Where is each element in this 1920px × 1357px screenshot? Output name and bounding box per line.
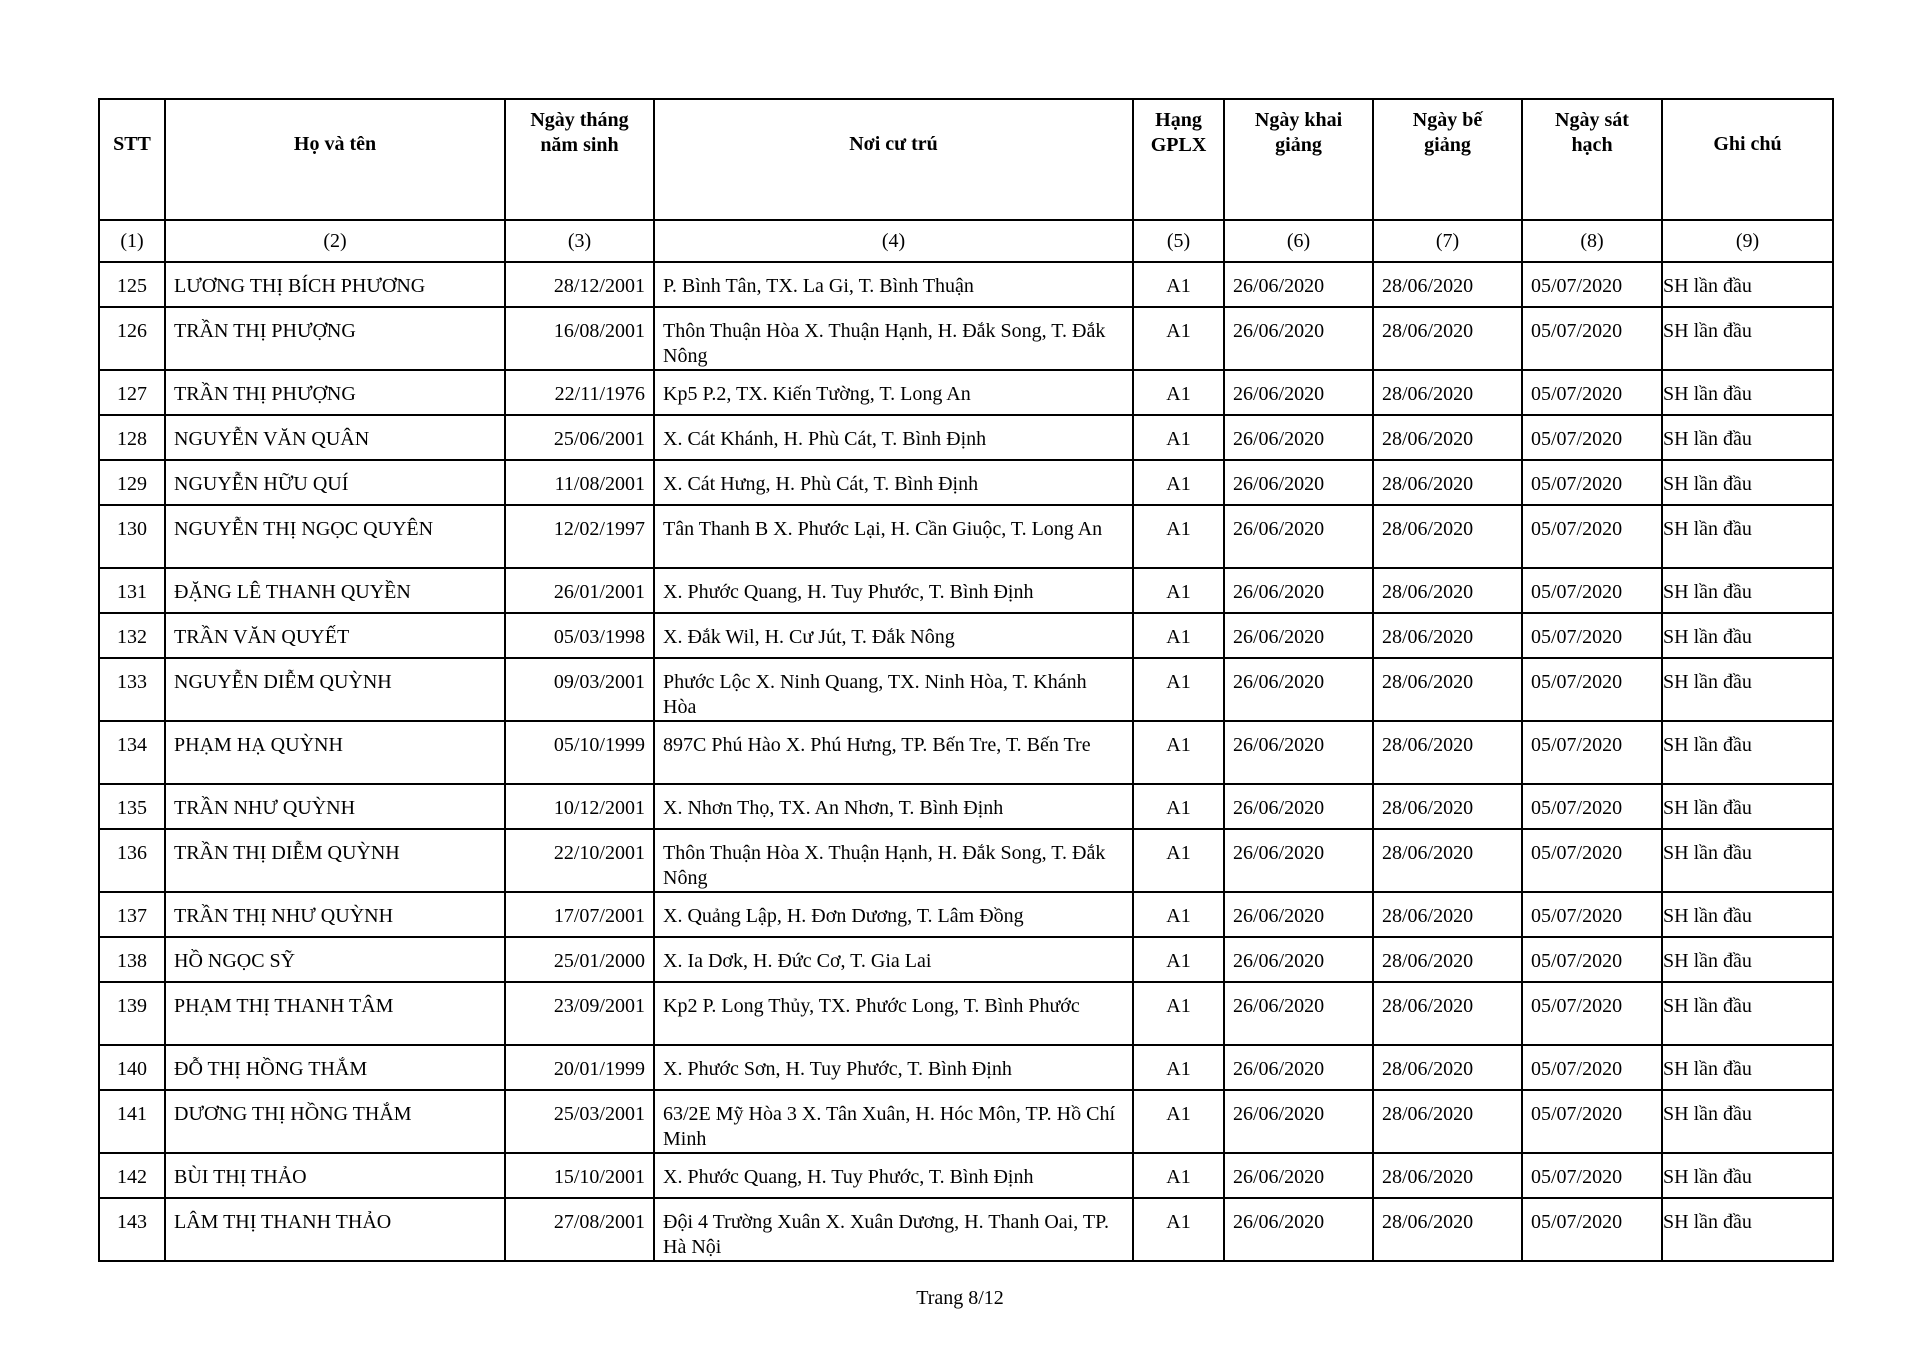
exam-date-cell: 05/07/2020 (1522, 415, 1662, 460)
course-end-cell: 28/06/2020 (1373, 937, 1522, 982)
stt-cell: 134 (99, 721, 165, 784)
license-class-cell: A1 (1133, 982, 1224, 1045)
notes-cell: SH lần đầu (1662, 658, 1833, 721)
table-row (99, 568, 1833, 613)
column-number: (3) (505, 220, 654, 262)
course-end-cell: 28/06/2020 (1373, 568, 1522, 613)
birth-date-cell: 16/08/2001 (505, 307, 654, 370)
exam-date-cell: 05/07/2020 (1522, 892, 1662, 937)
name-cell: TRẦN THỊ DIỄM QUỲNH (165, 829, 505, 892)
name-cell: LƯƠNG THỊ BÍCH PHƯƠNG (165, 262, 505, 307)
license-class-cell: A1 (1133, 370, 1224, 415)
license-class-cell: A1 (1133, 613, 1224, 658)
table-row (99, 784, 1833, 829)
notes-cell: SH lần đầu (1662, 892, 1833, 937)
course-start-cell: 26/06/2020 (1224, 721, 1373, 784)
table-row (99, 307, 1833, 370)
birth-date-cell: 23/09/2001 (505, 982, 654, 1045)
stt-cell: 135 (99, 784, 165, 829)
name-cell: NGUYỄN DIỄM QUỲNH (165, 658, 505, 721)
license-class-cell: A1 (1133, 658, 1224, 721)
course-start-cell: 26/06/2020 (1224, 568, 1373, 613)
stt-cell: 142 (99, 1153, 165, 1198)
license-class-cell: A1 (1133, 1090, 1224, 1153)
header-course-start: Ngày khai giảng (1224, 99, 1373, 220)
name-cell: TRẦN VĂN QUYẾT (165, 613, 505, 658)
birth-date-cell: 25/01/2000 (505, 937, 654, 982)
course-start-cell: 26/06/2020 (1224, 937, 1373, 982)
residence-cell: X. Ia Dơk, H. Đức Cơ, T. Gia Lai (654, 937, 1133, 982)
exam-date-cell: 05/07/2020 (1522, 1153, 1662, 1198)
table-row (99, 262, 1833, 307)
birth-date-cell: 27/08/2001 (505, 1198, 654, 1261)
notes-cell: SH lần đầu (1662, 1090, 1833, 1153)
license-class-cell: A1 (1133, 307, 1224, 370)
course-start-cell: 26/06/2020 (1224, 829, 1373, 892)
course-end-cell: 28/06/2020 (1373, 829, 1522, 892)
license-class-cell: A1 (1133, 892, 1224, 937)
birth-date-cell: 25/03/2001 (505, 1090, 654, 1153)
table-row (99, 460, 1833, 505)
column-number: (5) (1133, 220, 1224, 262)
notes-cell: SH lần đầu (1662, 721, 1833, 784)
course-end-cell: 28/06/2020 (1373, 460, 1522, 505)
stt-cell: 130 (99, 505, 165, 568)
course-start-cell: 26/06/2020 (1224, 658, 1373, 721)
course-end-cell: 28/06/2020 (1373, 982, 1522, 1045)
stt-cell: 136 (99, 829, 165, 892)
course-start-cell: 26/06/2020 (1224, 460, 1373, 505)
column-number: (8) (1522, 220, 1662, 262)
name-cell: NGUYỄN VĂN QUÂN (165, 415, 505, 460)
birth-date-cell: 11/08/2001 (505, 460, 654, 505)
name-cell: NGUYỄN THỊ NGỌC QUYÊN (165, 505, 505, 568)
course-start-cell: 26/06/2020 (1224, 262, 1373, 307)
column-number: (1) (99, 220, 165, 262)
course-end-cell: 28/06/2020 (1373, 415, 1522, 460)
course-end-cell: 28/06/2020 (1373, 1198, 1522, 1261)
stt-cell: 139 (99, 982, 165, 1045)
exam-date-cell: 05/07/2020 (1522, 829, 1662, 892)
residence-cell: 897C Phú Hào X. Phú Hưng, TP. Bến Tre, T. Bến Tre (654, 721, 1133, 784)
notes-cell: SH lần đầu (1662, 568, 1833, 613)
license-class-cell: A1 (1133, 1153, 1224, 1198)
name-cell: BÙI THỊ THẢO (165, 1153, 505, 1198)
notes-cell: SH lần đầu (1662, 370, 1833, 415)
birth-date-cell: 15/10/2001 (505, 1153, 654, 1198)
stt-cell: 133 (99, 658, 165, 721)
exam-date-cell: 05/07/2020 (1522, 613, 1662, 658)
course-end-cell: 28/06/2020 (1373, 613, 1522, 658)
residence-cell: X. Phước Quang, H. Tuy Phước, T. Bình Định (654, 568, 1133, 613)
license-class-cell: A1 (1133, 460, 1224, 505)
course-start-cell: 26/06/2020 (1224, 892, 1373, 937)
residence-cell: Tân Thanh B X. Phước Lại, H. Cần Giuộc, T. Long An (654, 505, 1133, 568)
stt-cell: 143 (99, 1198, 165, 1261)
column-number: (6) (1224, 220, 1373, 262)
exam-date-cell: 05/07/2020 (1522, 658, 1662, 721)
exam-date-cell: 05/07/2020 (1522, 1045, 1662, 1090)
table-row (99, 1045, 1833, 1090)
license-class-cell: A1 (1133, 784, 1224, 829)
stt-cell: 131 (99, 568, 165, 613)
course-end-cell: 28/06/2020 (1373, 307, 1522, 370)
residence-cell: Kp2 P. Long Thủy, TX. Phước Long, T. Bình Phước (654, 982, 1133, 1045)
notes-cell: SH lần đầu (1662, 613, 1833, 658)
registration-table (98, 98, 1834, 1262)
residence-cell: Phước Lộc X. Ninh Quang, TX. Ninh Hòa, T. Khánh Hòa (654, 658, 1133, 721)
notes-cell: SH lần đầu (1662, 829, 1833, 892)
column-number-row (99, 220, 1833, 262)
stt-cell: 132 (99, 613, 165, 658)
notes-cell: SH lần đầu (1662, 982, 1833, 1045)
license-class-cell: A1 (1133, 568, 1224, 613)
course-start-cell: 26/06/2020 (1224, 982, 1373, 1045)
exam-date-cell: 05/07/2020 (1522, 982, 1662, 1045)
stt-cell: 127 (99, 370, 165, 415)
residence-cell: X. Quảng Lập, H. Đơn Dương, T. Lâm Đồng (654, 892, 1133, 937)
name-cell: DƯƠNG THỊ HỒNG THẮM (165, 1090, 505, 1153)
header-full-name: Họ và tên (165, 99, 505, 220)
birth-date-cell: 20/01/1999 (505, 1045, 654, 1090)
column-number: (7) (1373, 220, 1522, 262)
birth-date-cell: 10/12/2001 (505, 784, 654, 829)
residence-cell: X. Nhơn Thọ, TX. An Nhơn, T. Bình Định (654, 784, 1133, 829)
notes-cell: SH lần đầu (1662, 460, 1833, 505)
course-start-cell: 26/06/2020 (1224, 415, 1373, 460)
exam-date-cell: 05/07/2020 (1522, 568, 1662, 613)
table-row (99, 370, 1833, 415)
course-end-cell: 28/06/2020 (1373, 1045, 1522, 1090)
table-row (99, 721, 1833, 784)
table-row (99, 937, 1833, 982)
header-course-end: Ngày bế giảng (1373, 99, 1522, 220)
name-cell: TRẦN THỊ PHƯỢNG (165, 307, 505, 370)
exam-date-cell: 05/07/2020 (1522, 937, 1662, 982)
birth-date-cell: 05/10/1999 (505, 721, 654, 784)
course-end-cell: 28/06/2020 (1373, 892, 1522, 937)
name-cell: NGUYỄN HỮU QUÍ (165, 460, 505, 505)
license-class-cell: A1 (1133, 505, 1224, 568)
course-end-cell: 28/06/2020 (1373, 370, 1522, 415)
license-class-cell: A1 (1133, 1045, 1224, 1090)
license-class-cell: A1 (1133, 1198, 1224, 1261)
birth-date-cell: 12/02/1997 (505, 505, 654, 568)
table-header-row (99, 99, 1833, 220)
birth-date-cell: 22/10/2001 (505, 829, 654, 892)
residence-cell: 63/2E Mỹ Hòa 3 X. Tân Xuân, H. Hóc Môn, TP. Hồ Chí Minh (654, 1090, 1133, 1153)
stt-cell: 140 (99, 1045, 165, 1090)
name-cell: ĐỖ THỊ HỒNG THẮM (165, 1045, 505, 1090)
birth-date-cell: 22/11/1976 (505, 370, 654, 415)
table-row (99, 829, 1833, 892)
header-birth-date: Ngày tháng năm sinh (505, 99, 654, 220)
notes-cell: SH lần đầu (1662, 1045, 1833, 1090)
stt-cell: 126 (99, 307, 165, 370)
name-cell: TRẦN THỊ NHƯ QUỲNH (165, 892, 505, 937)
table-row (99, 613, 1833, 658)
residence-cell: Kp5 P.2, TX. Kiến Tường, T. Long An (654, 370, 1133, 415)
notes-cell: SH lần đầu (1662, 262, 1833, 307)
course-end-cell: 28/06/2020 (1373, 1153, 1522, 1198)
header-residence: Nơi cư trú (654, 99, 1133, 220)
stt-cell: 128 (99, 415, 165, 460)
stt-cell: 125 (99, 262, 165, 307)
residence-cell: P. Bình Tân, TX. La Gi, T. Bình Thuận (654, 262, 1133, 307)
name-cell: ĐẶNG LÊ THANH QUYỀN (165, 568, 505, 613)
exam-date-cell: 05/07/2020 (1522, 784, 1662, 829)
exam-date-cell: 05/07/2020 (1522, 307, 1662, 370)
table-row (99, 658, 1833, 721)
table-row (99, 1198, 1833, 1261)
table-row (99, 1090, 1833, 1153)
name-cell: TRẦN NHƯ QUỲNH (165, 784, 505, 829)
stt-cell: 141 (99, 1090, 165, 1153)
name-cell: LÂM THỊ THANH THẢO (165, 1198, 505, 1261)
residence-cell: Đội 4 Trường Xuân X. Xuân Dương, H. Thanh Oai, TP. Hà Nội (654, 1198, 1133, 1261)
table-row (99, 505, 1833, 568)
header-exam-date: Ngày sát hạch (1522, 99, 1662, 220)
header-stt: STT (99, 99, 165, 220)
notes-cell: SH lần đầu (1662, 937, 1833, 982)
residence-cell: Thôn Thuận Hòa X. Thuận Hạnh, H. Đắk Song, T. Đắk Nông (654, 307, 1133, 370)
notes-cell: SH lần đầu (1662, 1198, 1833, 1261)
table-row (99, 982, 1833, 1045)
course-start-cell: 26/06/2020 (1224, 505, 1373, 568)
course-end-cell: 28/06/2020 (1373, 721, 1522, 784)
residence-cell: X. Cát Hưng, H. Phù Cát, T. Bình Định (654, 460, 1133, 505)
course-start-cell: 26/06/2020 (1224, 1153, 1373, 1198)
course-start-cell: 26/06/2020 (1224, 1045, 1373, 1090)
stt-cell: 137 (99, 892, 165, 937)
notes-cell: SH lần đầu (1662, 307, 1833, 370)
header-license-class: Hạng GPLX (1133, 99, 1224, 220)
birth-date-cell: 05/03/1998 (505, 613, 654, 658)
birth-date-cell: 28/12/2001 (505, 262, 654, 307)
residence-cell: X. Phước Quang, H. Tuy Phước, T. Bình Định (654, 1153, 1133, 1198)
course-end-cell: 28/06/2020 (1373, 262, 1522, 307)
name-cell: TRẦN THỊ PHƯỢNG (165, 370, 505, 415)
notes-cell: SH lần đầu (1662, 415, 1833, 460)
residence-cell: X. Cát Khánh, H. Phù Cát, T. Bình Định (654, 415, 1133, 460)
name-cell: HỒ NGỌC SỸ (165, 937, 505, 982)
column-number: (9) (1662, 220, 1833, 262)
license-class-cell: A1 (1133, 262, 1224, 307)
license-class-cell: A1 (1133, 415, 1224, 460)
exam-date-cell: 05/07/2020 (1522, 1198, 1662, 1261)
exam-date-cell: 05/07/2020 (1522, 1090, 1662, 1153)
course-end-cell: 28/06/2020 (1373, 505, 1522, 568)
residence-cell: X. Phước Sơn, H. Tuy Phước, T. Bình Định (654, 1045, 1133, 1090)
license-class-cell: A1 (1133, 721, 1224, 784)
name-cell: PHẠM HẠ QUỲNH (165, 721, 505, 784)
table-row (99, 892, 1833, 937)
course-end-cell: 28/06/2020 (1373, 1090, 1522, 1153)
course-start-cell: 26/06/2020 (1224, 1198, 1373, 1261)
course-start-cell: 26/06/2020 (1224, 784, 1373, 829)
course-start-cell: 26/06/2020 (1224, 613, 1373, 658)
exam-date-cell: 05/07/2020 (1522, 460, 1662, 505)
residence-cell: X. Đắk Wil, H. Cư Jút, T. Đắk Nông (654, 613, 1133, 658)
course-end-cell: 28/06/2020 (1373, 784, 1522, 829)
course-start-cell: 26/06/2020 (1224, 1090, 1373, 1153)
stt-cell: 129 (99, 460, 165, 505)
table-body (99, 262, 1833, 1261)
exam-date-cell: 05/07/2020 (1522, 262, 1662, 307)
exam-date-cell: 05/07/2020 (1522, 505, 1662, 568)
column-number: (2) (165, 220, 505, 262)
header-notes: Ghi chú (1662, 99, 1833, 220)
exam-date-cell: 05/07/2020 (1522, 721, 1662, 784)
birth-date-cell: 09/03/2001 (505, 658, 654, 721)
birth-date-cell: 17/07/2001 (505, 892, 654, 937)
notes-cell: SH lần đầu (1662, 1153, 1833, 1198)
page-number: Trang 8/12 (916, 1287, 1004, 1309)
exam-date-cell: 05/07/2020 (1522, 370, 1662, 415)
stt-cell: 138 (99, 937, 165, 982)
notes-cell: SH lần đầu (1662, 784, 1833, 829)
name-cell: PHẠM THỊ THANH TÂM (165, 982, 505, 1045)
course-start-cell: 26/06/2020 (1224, 307, 1373, 370)
birth-date-cell: 26/01/2001 (505, 568, 654, 613)
notes-cell: SH lần đầu (1662, 505, 1833, 568)
table-row (99, 1153, 1833, 1198)
birth-date-cell: 25/06/2001 (505, 415, 654, 460)
license-class-cell: A1 (1133, 937, 1224, 982)
course-start-cell: 26/06/2020 (1224, 370, 1373, 415)
table-row (99, 415, 1833, 460)
column-number: (4) (654, 220, 1133, 262)
license-class-cell: A1 (1133, 829, 1224, 892)
course-end-cell: 28/06/2020 (1373, 658, 1522, 721)
residence-cell: Thôn Thuận Hòa X. Thuận Hạnh, H. Đắk Song, T. Đắk Nông (654, 829, 1133, 892)
